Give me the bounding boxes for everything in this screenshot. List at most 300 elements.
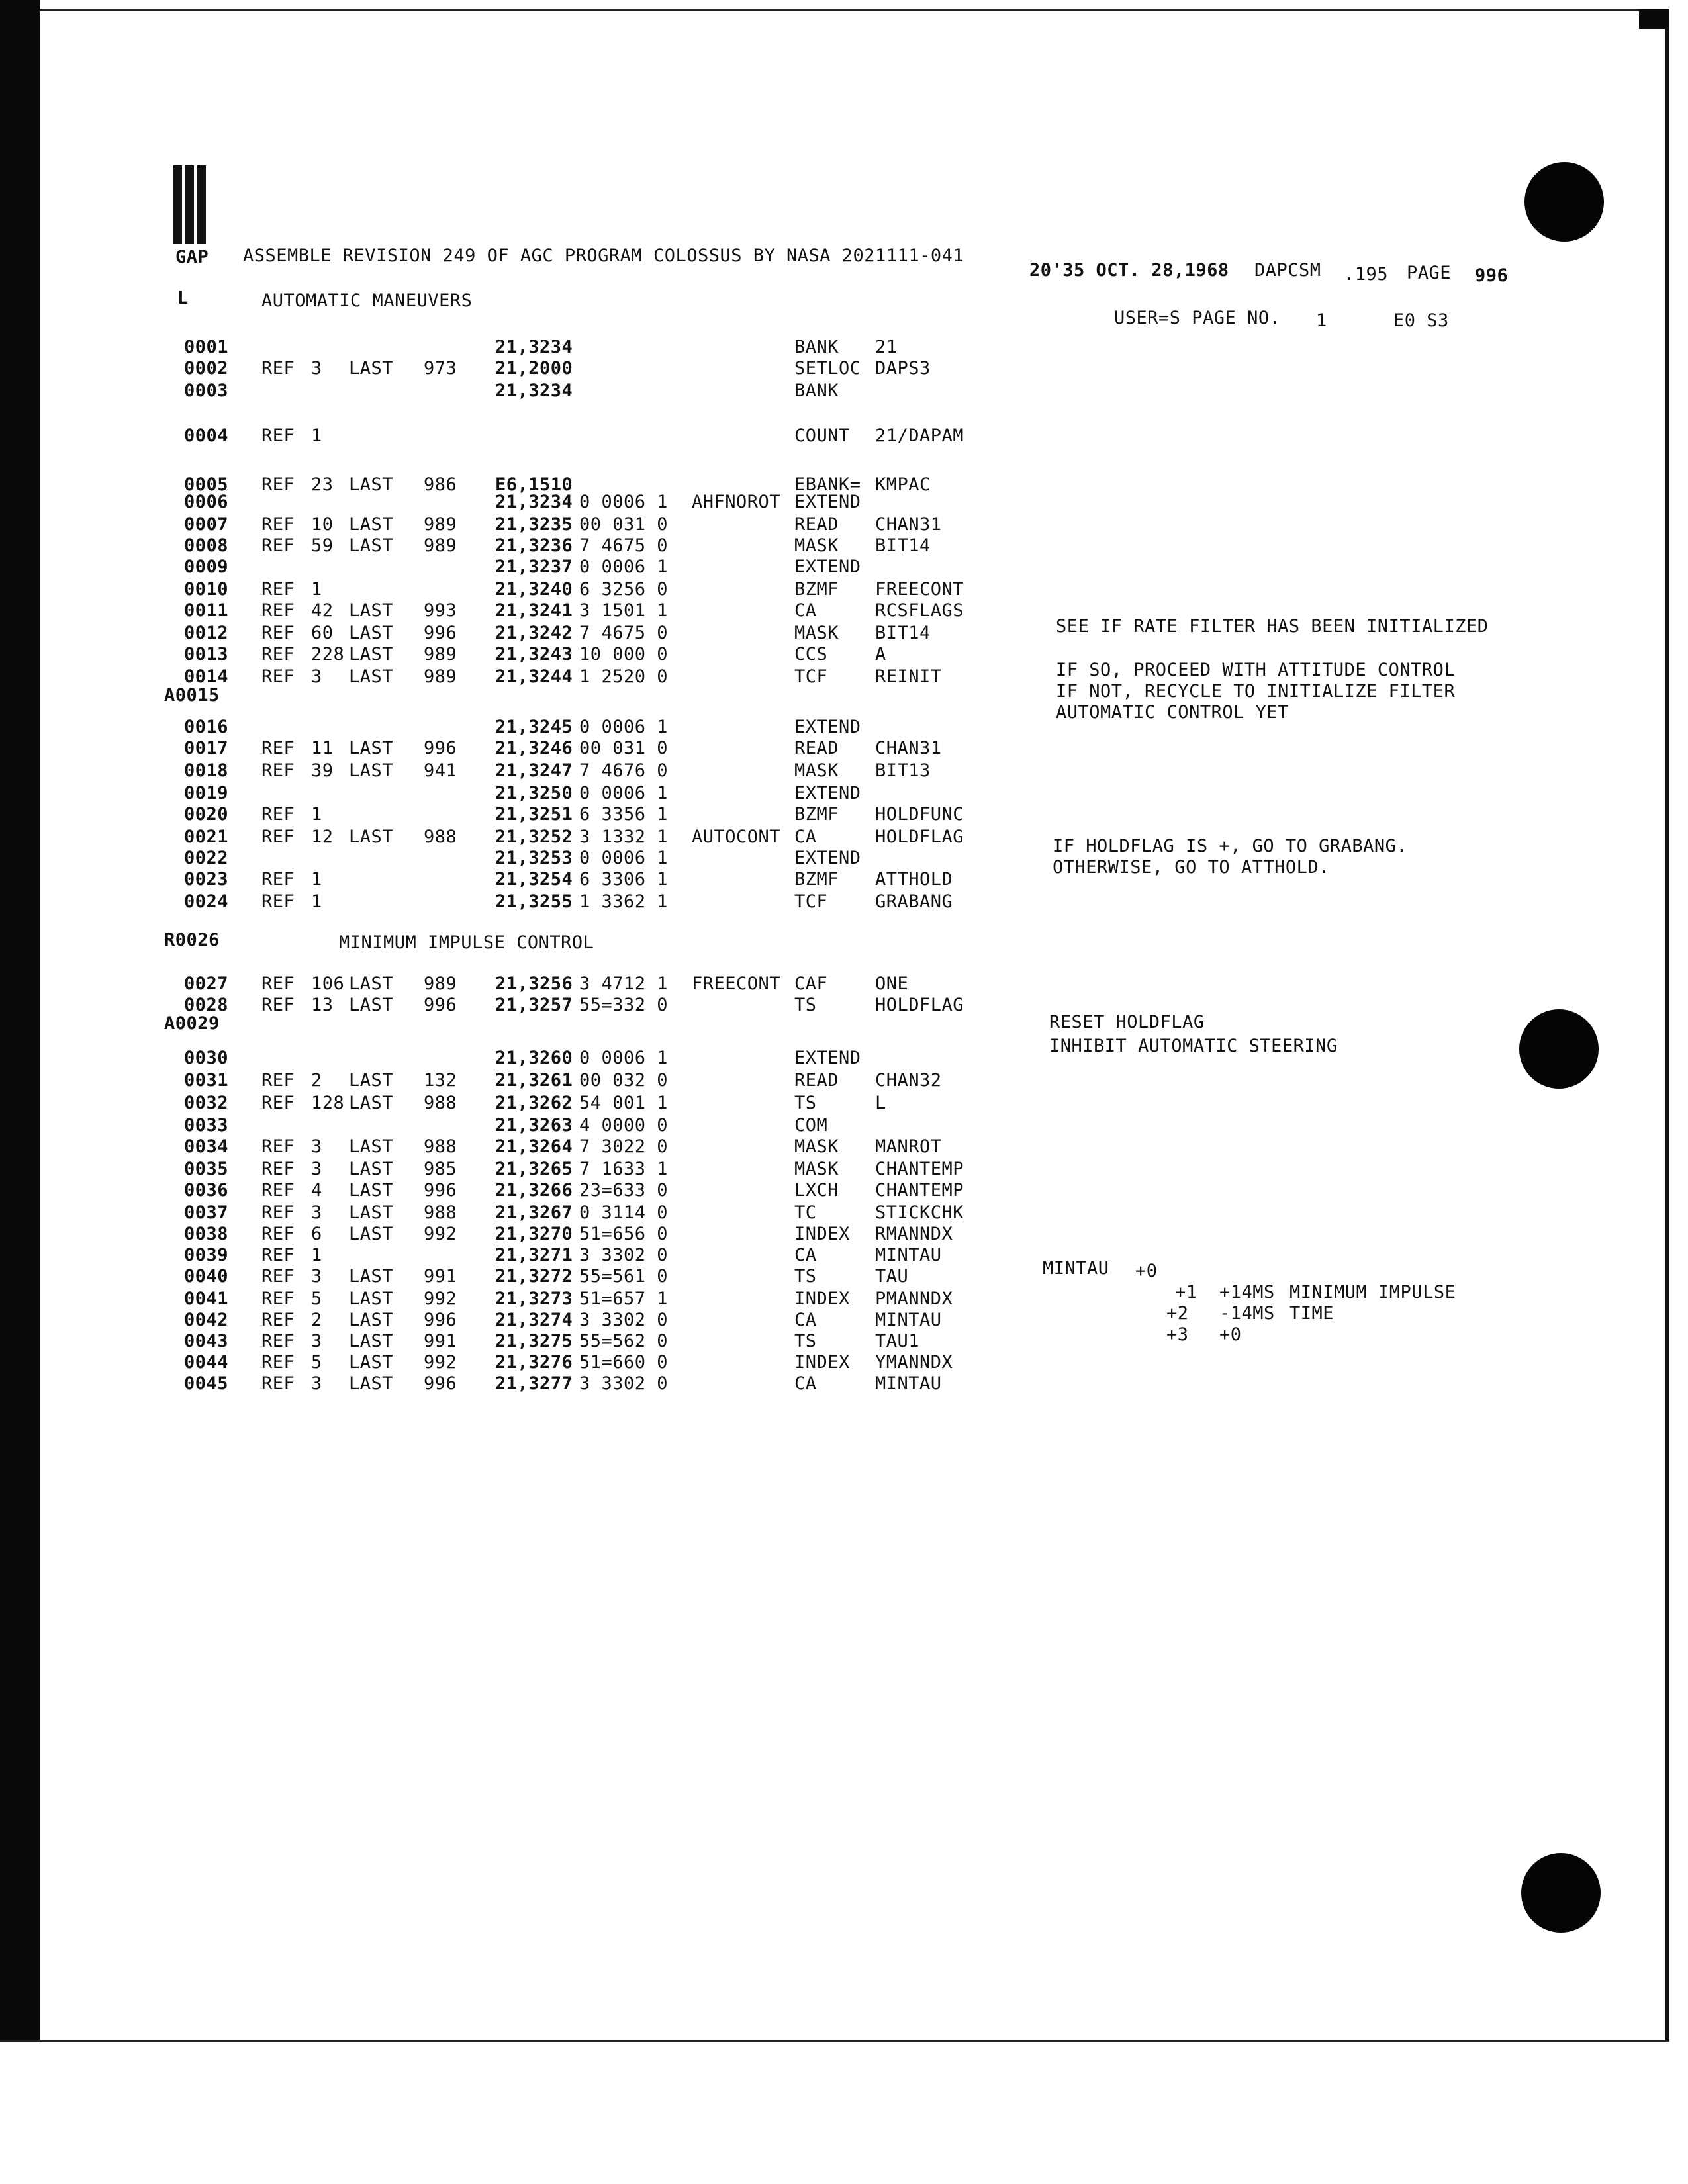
listing-ref: REF bbox=[261, 738, 295, 758]
listing-remark: MINIMUM IMPULSE CONTROL bbox=[339, 933, 594, 953]
listing-last: LAST bbox=[349, 1224, 394, 1244]
listing-opcode: INDEX bbox=[794, 1352, 850, 1373]
listing-opcode: LXCH bbox=[794, 1180, 839, 1201]
listing-octal-word: 7 3022 0 bbox=[579, 1136, 669, 1157]
listing-octal-word: 6 3256 0 bbox=[579, 579, 669, 600]
listing-datetime: 20'35 OCT. 28,1968 bbox=[1029, 260, 1229, 281]
listing-octal-word: 51=657 1 bbox=[579, 1289, 669, 1309]
listing-operand: HOLDFLAG bbox=[875, 827, 964, 847]
listing-ref-count: 3 bbox=[311, 666, 322, 687]
listing-seq: A0029 bbox=[164, 1013, 220, 1034]
listing-ref: REF bbox=[261, 1093, 295, 1113]
listing-ref-count: 128 bbox=[311, 1093, 345, 1113]
listing-ref: REF bbox=[261, 1224, 295, 1244]
listing-operand: HOLDFUNC bbox=[875, 804, 964, 825]
listing-last: LAST bbox=[349, 535, 394, 556]
listing-last: LAST bbox=[349, 1289, 394, 1309]
listing-address: 21,3255 bbox=[495, 891, 573, 912]
listing-last-page: 988 bbox=[424, 827, 457, 847]
listing-operand: MANROT bbox=[875, 1136, 942, 1157]
listing-ref: REF bbox=[261, 804, 295, 825]
comment-line: RESET HOLDFLAG bbox=[1049, 1012, 1205, 1032]
punch-hole-middle bbox=[1519, 1009, 1599, 1089]
listing-last-page: 989 bbox=[424, 974, 457, 994]
listing-octal-word: 51=656 0 bbox=[579, 1224, 669, 1244]
listing-ref: REF bbox=[261, 535, 295, 556]
listing-address: 21,3240 bbox=[495, 579, 573, 600]
listing-operand: TAU bbox=[875, 1266, 909, 1287]
listing-octal-word: 3 3302 0 bbox=[579, 1310, 669, 1330]
listing-address: 21,3250 bbox=[495, 783, 573, 803]
mintau-name: MINTAU bbox=[1043, 1258, 1109, 1279]
listing-octal-word: 55=332 0 bbox=[579, 995, 669, 1015]
listing-seq: 0037 bbox=[184, 1203, 229, 1223]
user-code: E0 S3 bbox=[1393, 310, 1449, 331]
printer-mark-label: GAP bbox=[175, 247, 209, 267]
listing-operand: HOLDFLAG bbox=[875, 995, 964, 1015]
listing-octal-word: 51=660 0 bbox=[579, 1352, 669, 1373]
comment-line: OTHERWISE, GO TO ATTHOLD. bbox=[1053, 857, 1330, 878]
listing-opcode: CA bbox=[794, 600, 817, 621]
listing-opcode: READ bbox=[794, 514, 839, 535]
listing-last: LAST bbox=[349, 600, 394, 621]
listing-ref: REF bbox=[261, 475, 295, 495]
listing-seq: 0005 bbox=[184, 475, 229, 495]
listing-opcode: MASK bbox=[794, 1159, 839, 1179]
listing-operand: FREECONT bbox=[875, 579, 964, 600]
listing-label: AUTOCONT bbox=[692, 827, 781, 847]
listing-address: 21,3277 bbox=[495, 1373, 573, 1394]
listing-octal-word: 0 0006 1 bbox=[579, 848, 669, 868]
listing-octal-word: 00 031 0 bbox=[579, 514, 669, 535]
scan-border-top bbox=[40, 9, 1642, 11]
listing-seq: 0020 bbox=[184, 804, 229, 825]
listing-operand: CHAN32 bbox=[875, 1070, 942, 1091]
scan-border-bottom bbox=[0, 2040, 1669, 2042]
listing-ref-count: 1 bbox=[311, 426, 322, 446]
listing-last-page: 989 bbox=[424, 666, 457, 687]
listing-address: 21,3246 bbox=[495, 738, 573, 758]
listing-opcode: BANK bbox=[794, 337, 839, 357]
mintau-note: TIME bbox=[1289, 1303, 1335, 1324]
listing-ref-count: 1 bbox=[311, 869, 322, 889]
listing-ref: REF bbox=[261, 579, 295, 600]
listing-octal-word: 1 3362 1 bbox=[579, 891, 669, 912]
listing-seq: 0014 bbox=[184, 666, 229, 687]
listing-address: E6,1510 bbox=[495, 475, 573, 495]
listing-operand: 21 bbox=[875, 337, 898, 357]
listing-operand: MINTAU bbox=[875, 1310, 942, 1330]
listing-last-page: 985 bbox=[424, 1159, 457, 1179]
listing-ref-count: 1 bbox=[311, 891, 322, 912]
listing-opcode: EXTEND bbox=[794, 1048, 861, 1068]
listing-opcode: EXTEND bbox=[794, 783, 861, 803]
listing-address: 21,3251 bbox=[495, 804, 573, 825]
listing-address: 21,3260 bbox=[495, 1048, 573, 1068]
listing-ref: REF bbox=[261, 1310, 295, 1330]
listing-seq: 0027 bbox=[184, 974, 229, 994]
listing-octal-word: 7 4675 0 bbox=[579, 623, 669, 643]
listing-opcode: READ bbox=[794, 738, 839, 758]
listing-operand: RCSFLAGS bbox=[875, 600, 964, 621]
listing-ref-count: 23 bbox=[311, 475, 334, 495]
listing-last-page: 992 bbox=[424, 1289, 457, 1309]
listing-seq: 0032 bbox=[184, 1093, 229, 1113]
mintau-value: +14MS bbox=[1219, 1282, 1275, 1302]
listing-ref: REF bbox=[261, 869, 295, 889]
page-number: 996 bbox=[1475, 265, 1509, 286]
listing-octal-word: 3 1332 1 bbox=[579, 827, 669, 847]
listing-seq: 0043 bbox=[184, 1331, 229, 1351]
listing-octal-word: 7 1633 1 bbox=[579, 1159, 669, 1179]
listing-opcode: COUNT bbox=[794, 426, 850, 446]
listing-seq: 0003 bbox=[184, 381, 229, 401]
listing-opcode: EBANK= bbox=[794, 475, 861, 495]
listing-seq: 0023 bbox=[184, 869, 229, 889]
listing-octal-word: 55=561 0 bbox=[579, 1266, 669, 1287]
listing-operand: CHANTEMP bbox=[875, 1159, 964, 1179]
listing-ref: REF bbox=[261, 426, 295, 446]
listing-address: 21,3261 bbox=[495, 1070, 573, 1091]
listing-operand: 21/DAPAM bbox=[875, 426, 964, 446]
listing-octal-word: 3 4712 1 bbox=[579, 974, 669, 994]
listing-opcode: CA bbox=[794, 1373, 817, 1394]
listing-last-page: 992 bbox=[424, 1224, 457, 1244]
listing-last-page: 993 bbox=[424, 600, 457, 621]
user-page-label: USER=S PAGE NO. bbox=[1114, 308, 1281, 328]
listing-last: LAST bbox=[349, 1266, 394, 1287]
listing-last-page: 988 bbox=[424, 1136, 457, 1157]
listing-ref: REF bbox=[261, 514, 295, 535]
listing-address: 21,3245 bbox=[495, 717, 573, 737]
listing-ref: REF bbox=[261, 1180, 295, 1201]
listing-ref-count: 1 bbox=[311, 804, 322, 825]
listing-ref-count: 13 bbox=[311, 995, 334, 1015]
listing-last-page: 988 bbox=[424, 1203, 457, 1223]
listing-operand: PMANNDX bbox=[875, 1289, 953, 1309]
listing-seq: 0013 bbox=[184, 644, 229, 664]
listing-ref-count: 228 bbox=[311, 644, 345, 664]
listing-octal-word: 3 3302 0 bbox=[579, 1245, 669, 1265]
listing-job: DAPCSM bbox=[1254, 260, 1321, 281]
listing-octal-word: 0 3114 0 bbox=[579, 1203, 669, 1223]
listing-last-page: 996 bbox=[424, 1180, 457, 1201]
listing-octal-word: 0 0006 1 bbox=[579, 783, 669, 803]
listing-last-page: 992 bbox=[424, 1352, 457, 1373]
listing-seq: 0004 bbox=[184, 426, 229, 446]
listing-operand: A bbox=[875, 644, 886, 664]
listing-octal-word: 4 0000 0 bbox=[579, 1115, 669, 1136]
listing-address: 21,3244 bbox=[495, 666, 573, 687]
listing-address: 21,3252 bbox=[495, 827, 573, 847]
listing-ref-count: 3 bbox=[311, 1136, 322, 1157]
listing-address: 21,3276 bbox=[495, 1352, 573, 1373]
page-label: PAGE bbox=[1407, 263, 1452, 283]
listing-octal-word: 7 4675 0 bbox=[579, 535, 669, 556]
listing-ref: REF bbox=[261, 600, 295, 621]
listing-ref: REF bbox=[261, 995, 295, 1015]
listing-ref-count: 3 bbox=[311, 1159, 322, 1179]
listing-last-page: 988 bbox=[424, 1093, 457, 1113]
listing-opcode: MASK bbox=[794, 1136, 839, 1157]
listing-operand: CHAN31 bbox=[875, 738, 942, 758]
listing-opcode: EXTEND bbox=[794, 848, 861, 868]
listing-address: 21,3275 bbox=[495, 1331, 573, 1351]
listing-opcode: EXTEND bbox=[794, 717, 861, 737]
listing-last-page: 996 bbox=[424, 623, 457, 643]
listing-ref: REF bbox=[261, 1159, 295, 1179]
listing-ref: REF bbox=[261, 623, 295, 643]
listing-last-page: 996 bbox=[424, 1373, 457, 1394]
listing-label: AHFNOROT bbox=[692, 492, 781, 512]
listing-address: 21,2000 bbox=[495, 358, 573, 379]
listing-operand: CHAN31 bbox=[875, 514, 942, 535]
listing-opcode: TS bbox=[794, 1093, 817, 1113]
comment-line: IF HOLDFLAG IS +, GO TO GRABANG. bbox=[1053, 836, 1408, 856]
listing-address: 21,3263 bbox=[495, 1115, 573, 1136]
listing-ref-count: 2 bbox=[311, 1310, 322, 1330]
listing-octal-word: 0 0006 1 bbox=[579, 717, 669, 737]
listing-ref-count: 106 bbox=[311, 974, 345, 994]
listing-operand: YMANNDX bbox=[875, 1352, 953, 1373]
listing-address: 21,3247 bbox=[495, 760, 573, 781]
listing-address: 21,3237 bbox=[495, 557, 573, 577]
listing-seq: 0012 bbox=[184, 623, 229, 643]
listing-seq: 0039 bbox=[184, 1245, 229, 1265]
listing-address: 21,3256 bbox=[495, 974, 573, 994]
mintau-offset: +0 bbox=[1135, 1261, 1158, 1281]
listing-address: 21,3257 bbox=[495, 995, 573, 1015]
mintau-offset: +1 bbox=[1175, 1282, 1197, 1302]
listing-operand: KMPAC bbox=[875, 475, 931, 495]
listing-last: LAST bbox=[349, 1136, 394, 1157]
listing-opcode: SETLOC bbox=[794, 358, 861, 379]
listing-ref-count: 5 bbox=[311, 1289, 322, 1309]
listing-ref-count: 11 bbox=[311, 738, 334, 758]
listing-operand: DAPS3 bbox=[875, 358, 931, 379]
listing-seq: 0010 bbox=[184, 579, 229, 600]
listing-ref: REF bbox=[261, 1289, 295, 1309]
listing-seq: 0007 bbox=[184, 514, 229, 535]
listing-last-page: 986 bbox=[424, 475, 457, 495]
listing-opcode: CCS bbox=[794, 644, 828, 664]
listing-last: LAST bbox=[349, 995, 394, 1015]
listing-ref-count: 1 bbox=[311, 579, 322, 600]
listing-octal-word: 10 000 0 bbox=[579, 644, 669, 664]
listing-octal-word: 1 2520 0 bbox=[579, 666, 669, 687]
listing-seq: 0001 bbox=[184, 337, 229, 357]
listing-last-page: 996 bbox=[424, 1310, 457, 1330]
listing-ref-count: 3 bbox=[311, 1203, 322, 1223]
listing-seq: 0042 bbox=[184, 1310, 229, 1330]
listing-last-page: 989 bbox=[424, 644, 457, 664]
listing-ref: REF bbox=[261, 1203, 295, 1223]
listing-opcode: INDEX bbox=[794, 1224, 850, 1244]
mintau-note: MINIMUM IMPULSE bbox=[1289, 1282, 1456, 1302]
mintau-offset: +3 bbox=[1166, 1324, 1189, 1345]
listing-opcode: MASK bbox=[794, 535, 839, 556]
listing-operand: MINTAU bbox=[875, 1245, 942, 1265]
listing-last-page: 989 bbox=[424, 535, 457, 556]
listing-last: LAST bbox=[349, 1203, 394, 1223]
listing-opcode: BZMF bbox=[794, 579, 839, 600]
listing-seq: 0016 bbox=[184, 717, 229, 737]
listing-last-page: 991 bbox=[424, 1331, 457, 1351]
comment-line: IF NOT, RECYCLE TO INITIALIZE FILTER bbox=[1056, 681, 1456, 702]
listing-address: 21,3241 bbox=[495, 600, 573, 621]
listing-seq: R0026 bbox=[164, 930, 220, 950]
listing-address: 21,3274 bbox=[495, 1310, 573, 1330]
listing-operand: RMANNDX bbox=[875, 1224, 953, 1244]
printer-bar-mark bbox=[173, 165, 220, 244]
listing-opcode: CAF bbox=[794, 974, 828, 994]
listing-ref-count: 39 bbox=[311, 760, 334, 781]
listing-octal-word: 6 3306 1 bbox=[579, 869, 669, 889]
listing-opcode: TCF bbox=[794, 666, 828, 687]
listing-seq: 0002 bbox=[184, 358, 229, 379]
listing-last-page: 973 bbox=[424, 358, 457, 379]
listing-seq: 0030 bbox=[184, 1048, 229, 1068]
listing-last-page: 941 bbox=[424, 760, 457, 781]
listing-ref-count: 3 bbox=[311, 1373, 322, 1394]
listing-seq: 0034 bbox=[184, 1136, 229, 1157]
listing-address: 21,3272 bbox=[495, 1266, 573, 1287]
listing-octal-word: 23=633 0 bbox=[579, 1180, 669, 1201]
listing-address: 21,3265 bbox=[495, 1159, 573, 1179]
listing-seq: 0022 bbox=[184, 848, 229, 868]
listing-last-page: 991 bbox=[424, 1266, 457, 1287]
listing-ref: REF bbox=[261, 827, 295, 847]
listing-opcode: BZMF bbox=[794, 804, 839, 825]
listing-opcode: MASK bbox=[794, 623, 839, 643]
mintau-value: +0 bbox=[1219, 1324, 1242, 1345]
listing-job-number: .195 bbox=[1344, 264, 1389, 285]
listing-address: 21,3273 bbox=[495, 1289, 573, 1309]
listing-opcode: CA bbox=[794, 1310, 817, 1330]
listing-opcode: MASK bbox=[794, 760, 839, 781]
listing-ref-count: 12 bbox=[311, 827, 334, 847]
listing-octal-word: 00 031 0 bbox=[579, 738, 669, 758]
listing-octal-word: 3 1501 1 bbox=[579, 600, 669, 621]
listing-last: LAST bbox=[349, 1093, 394, 1113]
listing-seq: 0044 bbox=[184, 1352, 229, 1373]
listing-octal-word: 3 3302 0 bbox=[579, 1373, 669, 1394]
listing-last-page: 996 bbox=[424, 995, 457, 1015]
listing-ref: REF bbox=[261, 1352, 295, 1373]
listing-ref: REF bbox=[261, 1331, 295, 1351]
comment-line: INHIBIT AUTOMATIC STEERING bbox=[1049, 1036, 1338, 1056]
listing-opcode: CA bbox=[794, 1245, 817, 1265]
listing-address: 21,3243 bbox=[495, 644, 573, 664]
listing-seq: 0021 bbox=[184, 827, 229, 847]
listing-opcode: INDEX bbox=[794, 1289, 850, 1309]
punch-hole-bottom bbox=[1521, 1853, 1601, 1933]
listing-address: 21,3254 bbox=[495, 869, 573, 889]
listing-last: LAST bbox=[349, 738, 394, 758]
listing-last: LAST bbox=[349, 760, 394, 781]
listing-operand: GRABANG bbox=[875, 891, 953, 912]
listing-opcode: READ bbox=[794, 1070, 839, 1091]
listing-opcode: BANK bbox=[794, 381, 839, 401]
listing-address: 21,3271 bbox=[495, 1245, 573, 1265]
listing-last: LAST bbox=[349, 1159, 394, 1179]
listing-address: 21,3234 bbox=[495, 381, 573, 401]
listing-seq: 0011 bbox=[184, 600, 229, 621]
listing-seq: 0036 bbox=[184, 1180, 229, 1201]
comment-line: AUTOMATIC CONTROL YET bbox=[1056, 702, 1289, 723]
listing-seq: 0038 bbox=[184, 1224, 229, 1244]
listing-last-page: 989 bbox=[424, 514, 457, 535]
comment-line: SEE IF RATE FILTER HAS BEEN INITIALIZED bbox=[1056, 616, 1489, 637]
section-title: AUTOMATIC MANEUVERS bbox=[261, 291, 473, 311]
listing-last-page: 996 bbox=[424, 738, 457, 758]
listing-seq: 0041 bbox=[184, 1289, 229, 1309]
listing-address: 21,3236 bbox=[495, 535, 573, 556]
listing-opcode: TS bbox=[794, 1266, 817, 1287]
listing-octal-word: 00 032 0 bbox=[579, 1070, 669, 1091]
listing-seq: 0024 bbox=[184, 891, 229, 912]
listing-operand: TAU1 bbox=[875, 1331, 920, 1351]
listing-operand: BIT14 bbox=[875, 623, 931, 643]
listing-seq: 0019 bbox=[184, 783, 229, 803]
scan-border-right bbox=[1665, 26, 1669, 2042]
listing-ref: REF bbox=[261, 891, 295, 912]
listing-seq: 0006 bbox=[184, 492, 229, 512]
listing-octal-word: 7 4676 0 bbox=[579, 760, 669, 781]
listing-seq: A0015 bbox=[164, 685, 220, 705]
listing-ref-count: 6 bbox=[311, 1224, 322, 1244]
listing-address: 21,3242 bbox=[495, 623, 573, 643]
listing-last: LAST bbox=[349, 514, 394, 535]
listing-octal-word: 0 0006 1 bbox=[579, 1048, 669, 1068]
listing-octal-word: 55=562 0 bbox=[579, 1331, 669, 1351]
listing-opcode: EXTEND bbox=[794, 557, 861, 577]
listing-ref: REF bbox=[261, 1136, 295, 1157]
mintau-offset: +2 bbox=[1166, 1303, 1189, 1324]
listing-ref: REF bbox=[261, 644, 295, 664]
punch-hole-top bbox=[1524, 162, 1604, 242]
listing-opcode: CA bbox=[794, 827, 817, 847]
listing-address: 21,3234 bbox=[495, 492, 573, 512]
listing-ref-count: 1 bbox=[311, 1245, 322, 1265]
listing-address: 21,3253 bbox=[495, 848, 573, 868]
listing-seq: 0028 bbox=[184, 995, 229, 1015]
listing-last: LAST bbox=[349, 1352, 394, 1373]
listing-opcode: TCF bbox=[794, 891, 828, 912]
listing-octal-word: 0 0006 1 bbox=[579, 557, 669, 577]
listing-last: LAST bbox=[349, 475, 394, 495]
listing-ref: REF bbox=[261, 666, 295, 687]
listing-last: LAST bbox=[349, 666, 394, 687]
listing-octal-word: 6 3356 1 bbox=[579, 804, 669, 825]
listing-octal-word: 54 001 1 bbox=[579, 1093, 669, 1113]
listing-address: 21,3262 bbox=[495, 1093, 573, 1113]
listing-ref: REF bbox=[261, 1245, 295, 1265]
listing-operand: MINTAU bbox=[875, 1373, 942, 1394]
listing-address: 21,3264 bbox=[495, 1136, 573, 1157]
listing-title: ASSEMBLE REVISION 249 OF AGC PROGRAM COLOSSUS BY NASA 2021111-041 bbox=[243, 246, 964, 266]
listing-seq: 0017 bbox=[184, 738, 229, 758]
listing-operand: L bbox=[875, 1093, 886, 1113]
listing-last: LAST bbox=[349, 974, 394, 994]
listing-seq: 0035 bbox=[184, 1159, 229, 1179]
listing-last: LAST bbox=[349, 1373, 394, 1394]
listing-opcode: TS bbox=[794, 1331, 817, 1351]
listing-operand: ONE bbox=[875, 974, 909, 994]
listing-ref-count: 42 bbox=[311, 600, 334, 621]
listing-seq: 0033 bbox=[184, 1115, 229, 1136]
listing-seq: 0008 bbox=[184, 535, 229, 556]
